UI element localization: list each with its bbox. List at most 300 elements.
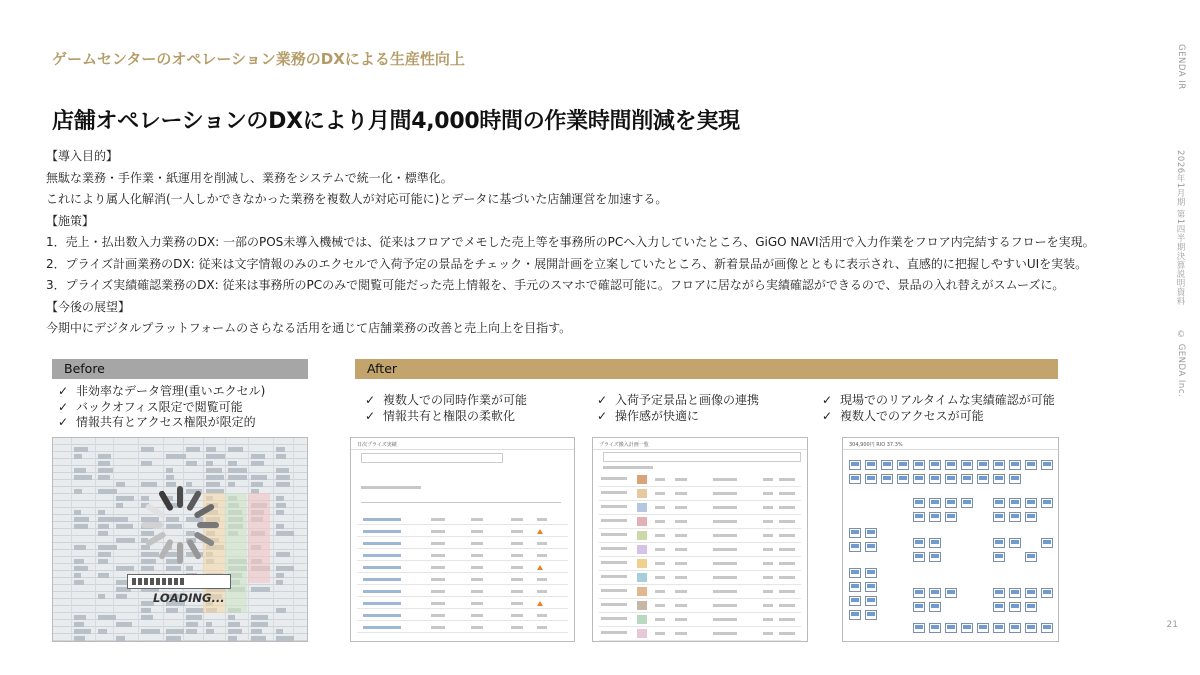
table-row [357,632,568,633]
machine-card [865,474,877,484]
machine-card [929,538,941,548]
cell-value [431,542,445,545]
cell-value [675,562,687,565]
list-item: ✓ 情報共有とアクセス権限が限定的 [58,415,256,429]
machine-card [929,498,941,508]
cell-value [763,492,773,495]
table-cell [166,454,186,459]
cell-value [431,626,445,629]
spinner-spoke [162,542,170,556]
table-cell [206,622,212,627]
machine-card [1009,460,1021,470]
table-cell [276,629,283,634]
table-cell [98,468,113,473]
product-name [601,603,627,606]
cell-value [763,590,773,593]
cell-value [471,590,483,593]
table-cell [186,447,200,452]
product-name [601,631,627,634]
product-thumbnail [637,615,647,624]
table-cell [228,447,243,452]
list-item: ✓ 複数人での同時作業が可能 [365,393,528,407]
machine-card [993,602,1005,612]
cell-value [511,578,523,581]
cell-value [763,632,773,635]
table-cell [228,622,240,627]
machine-card [1041,538,1053,548]
table-cell [251,482,263,487]
table-cell [276,573,284,578]
warning-icon [537,565,543,570]
machine-card [865,542,877,552]
table-row [357,608,568,609]
table-cell [228,636,237,641]
machine-card [913,498,925,508]
machine-card [993,538,1005,548]
product-thumbnail [637,559,647,568]
cell-value [431,566,445,569]
product-name [601,617,627,620]
progress-segment [144,578,148,585]
list-item: ✓ 操作感が快適に [597,408,700,423]
machine-card [849,474,861,484]
table-cell [228,461,237,466]
grid-line [53,626,307,627]
row-label [363,602,401,605]
machine-card [945,498,957,508]
table-cell [186,629,197,634]
row-label [363,590,401,593]
cell-value [655,520,665,523]
cell-value [471,626,483,629]
cell-value [763,618,773,621]
product-thumbnail [637,475,647,484]
table-cell [186,608,204,613]
table-cell [276,510,284,515]
table-row [357,548,568,549]
purpose-heading: 【導入目的】 [46,149,119,163]
table-cell [74,468,86,473]
cell-value [675,618,687,621]
measure-3: 3．プライズ実績確認業務のDX: 従来は事務所のPCのみで閲覧可能だった売上情報を、手元のスマホで確認可能に。フロアに居ながら実績確認ができるので、景品の入れ替えがスムーズに。 [46,278,1065,292]
list-item: ✓ 非効率なデータ管理(重いエクセル) [58,384,266,398]
cell-value [763,506,773,509]
table-cell [228,475,247,480]
cell-value [471,554,483,557]
cell-value [655,632,665,635]
cell-value [763,576,773,579]
machine-card [993,474,1005,484]
progress-segment [168,578,172,585]
table-cell [276,496,284,501]
machine-card [1041,498,1053,508]
cell-value [655,506,665,509]
machine-card [993,623,1005,633]
section-title: ゲームセンターのオペレーション業務のDXによる生産性向上 [52,50,465,68]
machine-card [849,460,861,470]
table-cell [141,629,160,634]
cell-value [655,492,665,495]
cell-value [511,614,523,617]
search-input [603,452,801,462]
cell-value [713,520,737,523]
table-cell [251,475,267,480]
machine-card [913,552,925,562]
product-thumbnail [637,489,647,498]
loading-progress-bar [127,574,231,589]
table-cell [141,615,153,620]
spinner-spoke [190,542,198,556]
product-name [601,561,627,564]
table-cell [186,615,202,620]
cell-value [655,618,665,621]
cell-value [713,506,737,509]
cell-value [713,534,737,537]
product-thumbnail [637,573,647,582]
row-label [363,626,401,629]
cell-value [511,626,523,629]
cell-value [431,602,445,605]
product-name [601,491,627,494]
table-cell [251,629,262,634]
machine-card [865,610,877,620]
date-input [361,453,503,463]
table-cell [166,629,184,634]
row-label [363,542,401,545]
table-cell [251,615,268,620]
highlight-column [225,493,247,613]
table-row [599,542,801,543]
outlook-line: 今期中にデジタルプラットフォームのさらなる活用を通じて店舗業務の改善と売上向上を目指す。 [46,321,572,335]
cell-value [511,542,523,545]
check-icon: ✓ [58,384,69,398]
cell-value [511,590,523,593]
warning-icon [537,601,543,606]
table-cell [98,594,105,599]
table-cell [98,552,111,557]
table-row [357,584,568,585]
table-cell [276,636,294,641]
table-cell [116,496,134,501]
machine-card [1009,512,1021,522]
cell-value [537,626,547,629]
machine-card [993,460,1005,470]
cell-value [537,614,547,617]
cell-value [675,576,687,579]
check-icon: ✓ [365,393,376,407]
machine-card [993,498,1005,508]
table-cell [186,566,193,571]
table-cell [251,622,268,627]
machine-card [929,552,941,562]
product-thumbnail [637,531,647,540]
table-cell [74,615,86,620]
cell-value [779,632,795,635]
cell-value [763,548,773,551]
grid-line [53,472,307,473]
cell-value [779,492,795,495]
cell-value [763,534,773,537]
table-cell [166,608,178,613]
table-row [357,620,568,621]
cell-value [471,542,483,545]
cell-value [471,566,483,569]
table-row [599,598,801,599]
table-cell [228,468,247,473]
measure-2: 2．プライズ計画業務のDX: 従来は文字情報のみのエクセルで入荷予定の景品をチェック・展開計画を立案していたところ、新着景品が画像とともに表示され、直感的に把握しやすいUIを実装。 [46,256,1088,271]
table-cell [98,629,107,634]
machine-card [945,460,957,470]
table-cell [98,559,108,564]
progress-segment [180,578,184,585]
cell-value [511,518,523,521]
table-row [357,596,568,597]
product-thumbnail [637,517,647,526]
cell-value [763,604,773,607]
table-row [357,536,568,537]
machine-card [849,542,861,552]
purpose-line-1: 無駄な業務・手作業・紙運用を削減し、業務をシステムで統一化・標準化。 [46,170,453,185]
spinner-spoke [197,535,211,543]
table-cell [98,461,110,466]
table-cell [98,475,110,480]
grid-line [138,438,139,641]
machine-card [993,552,1005,562]
cell-value [675,492,687,495]
cell-value [471,614,483,617]
cell-value [675,520,687,523]
after-list-2 [597,393,759,424]
machine-card [961,474,973,484]
machine-card [1041,623,1053,633]
cell-value [779,520,795,523]
machine-card [897,460,909,470]
side-doc-title: 2026年1月期 第1四半期決算説明資料 [1175,150,1185,306]
cell-value [675,590,687,593]
cell-value [713,590,737,593]
table-cell [166,475,174,480]
measure-1: 1．売上・払出数入力業務のDX: 一部のPOS未導入機械では、従来はフロアでメモした売上等を事務所のPCへ入力していたところ、GiGO NAVI活用で入力作業をフロア内完結するフローを実現。 [46,235,1095,249]
table-cell [98,454,111,459]
machine-card [913,474,925,484]
machine-card [945,623,957,633]
table-cell [206,475,224,480]
machine-card [865,460,877,470]
product-name [601,533,627,536]
table-cell [251,454,265,459]
check-icon: ✓ [822,408,833,423]
product-thumbnail [637,587,647,596]
table-row [599,556,801,557]
product-name [601,589,627,592]
cell-value [655,534,665,537]
machine-card [913,460,925,470]
row-label [363,530,401,533]
check-icon: ✓ [597,408,608,423]
table-row [599,528,801,529]
machine-card [1025,512,1037,522]
table-cell [206,447,216,452]
cell-value [431,590,445,593]
table-row [599,514,801,515]
list-item: ✓ 情報共有と権限の柔軟化 [365,408,516,423]
table-row [599,486,801,487]
cell-value [537,542,547,545]
machine-card [929,512,941,522]
table-cell [74,566,88,571]
table-cell [74,580,84,585]
table-row [357,560,568,561]
table-cell [228,629,242,634]
cell-value [713,604,737,607]
machine-card [945,512,957,522]
grid-line [53,465,307,466]
table-cell [98,545,117,550]
product-name [601,575,627,578]
progress-segment [156,578,160,585]
product-name [601,547,627,550]
machine-card [993,512,1005,522]
spinner-spoke [149,507,163,515]
product-name [601,519,627,522]
row-label [363,518,401,521]
table-cell [98,573,109,578]
machine-card [913,512,925,522]
cell-value [713,618,737,621]
table-row [599,500,801,501]
machine-card [1041,460,1053,470]
table-cell [116,594,127,599]
table-cell [228,615,235,620]
body-text [46,146,1156,340]
before-label: Before [52,359,308,379]
cell-value [537,590,547,593]
cell-value [655,548,665,551]
table-cell [74,524,88,529]
cell-value [471,578,483,581]
table-cell [74,489,82,494]
cell-value [655,590,665,593]
machine-card [913,623,925,633]
after-list-1 [365,393,527,424]
cell-value [713,576,737,579]
table-cell [116,517,128,522]
machine-card [993,588,1005,598]
cell-value [655,576,665,579]
cell-value [713,548,737,551]
cell-value [675,534,687,537]
table-cell [98,510,105,515]
cell-value [779,548,795,551]
table-cell [141,461,152,466]
check-icon: ✓ [58,415,69,429]
after-list-3 [822,393,1055,424]
row-label [363,614,401,617]
loading-text: LOADING... [153,591,225,605]
machine-card [865,582,877,592]
table-cell [228,482,235,487]
side-copyright: © GENDA Inc. [1176,330,1186,398]
cell-value [763,520,773,523]
check-icon: ✓ [365,408,376,423]
cell-value [431,614,445,617]
table-cell [276,503,286,508]
table-cell [186,622,198,627]
table-cell [98,489,117,494]
table-cell [276,566,294,571]
cell-value [431,518,445,521]
machine-card [1025,602,1037,612]
table-cell [74,636,85,641]
cell-value [779,618,795,621]
machine-card [929,474,941,484]
list-item: ✓ バックオフィス限定で閲覧可能 [58,399,243,414]
table-cell [206,454,225,459]
cell-value [779,506,795,509]
cell-value [675,478,687,481]
cell-value [511,602,523,605]
table-row [599,584,801,585]
product-thumbnail [637,503,647,512]
cell-value [675,506,687,509]
table-cell [74,454,82,459]
table-cell [74,545,86,550]
table-cell [74,573,81,578]
machine-card [1041,588,1053,598]
side-brand: GENDA IR [1176,44,1186,90]
machine-card [1025,460,1037,470]
warning-icon [537,529,543,534]
table-cell [276,608,286,613]
machine-card [1009,623,1021,633]
outlook-heading: 【今後の展望】 [46,299,131,314]
table-row [599,612,801,613]
grid-line [53,451,307,452]
machine-card [1025,588,1037,598]
table-cell [276,475,290,480]
main-title: 店舗オペレーションのDXにより月間4,000時間の作業時間削減を実現 [52,109,740,134]
table-cell [276,468,289,473]
machine-card [977,474,989,484]
daily-results-screenshot [350,437,575,642]
page-number: 21 [1166,620,1178,630]
machine-card [897,474,909,484]
cell-value [779,478,795,481]
table-cell [276,524,284,529]
progress-segment [174,578,178,585]
table-cell [251,461,264,466]
machine-card [913,588,925,598]
grid-line [53,444,307,445]
machine-card [865,568,877,578]
machine-card [849,582,861,592]
machine-card [1025,623,1037,633]
cell-value [431,530,445,533]
screen-header: 304,900円 RIO 37.3% [843,438,1058,450]
table-cell [116,622,132,627]
table-row [357,572,568,573]
machine-card [1009,498,1021,508]
table-cell [251,587,270,592]
table-cell [74,517,89,522]
product-name [601,477,627,480]
spinner-spoke [197,507,211,515]
list-item: ✓ 現場でのリアルタイムな実績確認が可能 [822,393,1055,407]
divider [361,502,561,503]
table-cell [206,461,213,466]
measures-heading: 【施策】 [46,213,95,228]
table-cell [206,629,214,634]
